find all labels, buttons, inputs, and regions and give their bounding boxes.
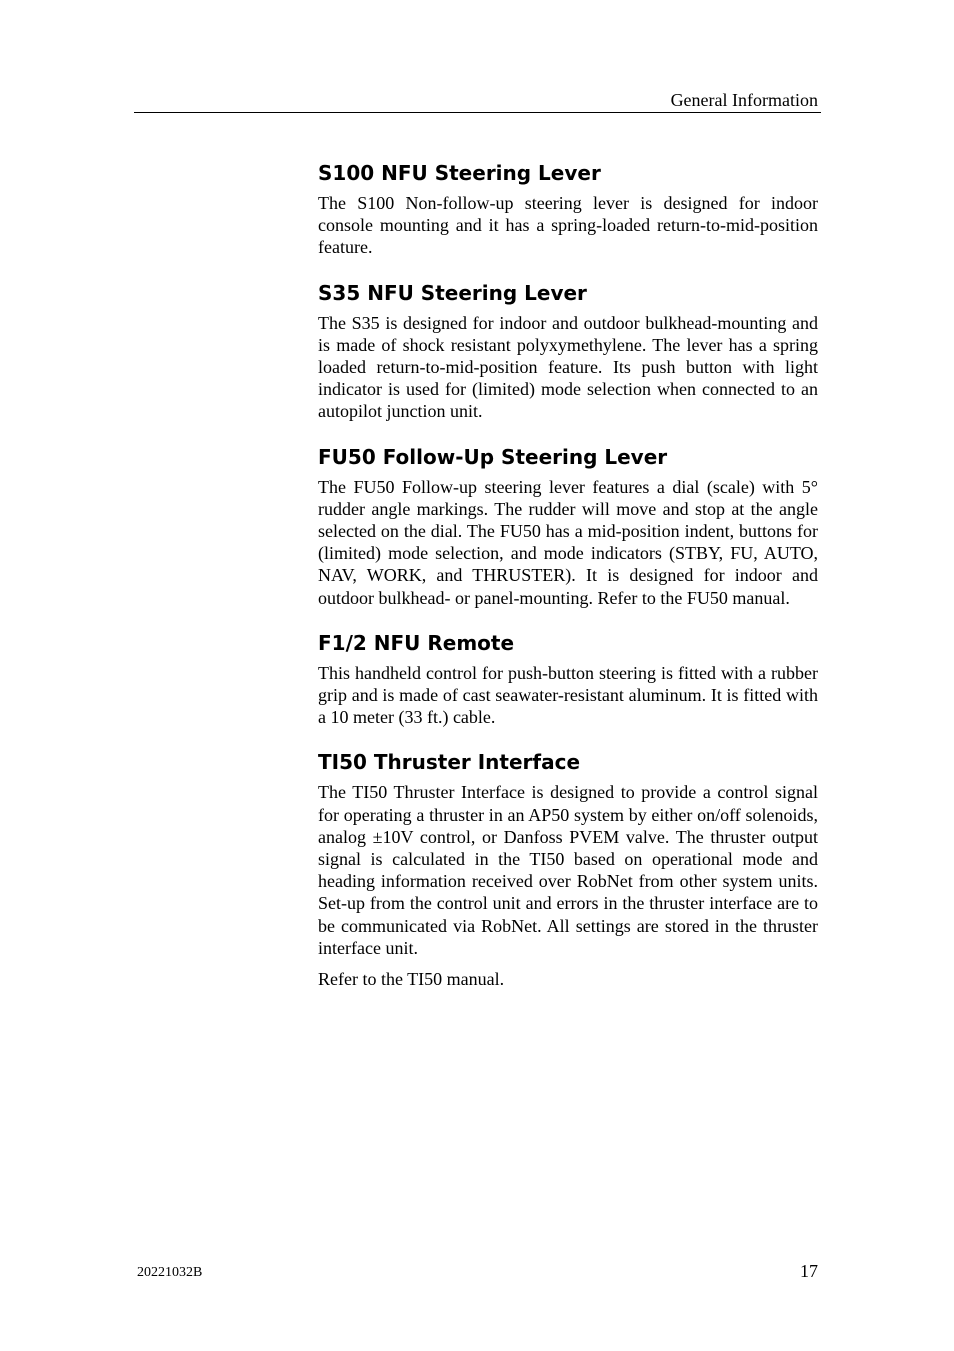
section-s35 bbox=[318, 279, 818, 423]
section-paragraph: Refer to the TI50 manual. bbox=[318, 969, 505, 990]
section-paragraph: The TI50 Thruster Interface is designed to provide a control signal for operating a thruster in an AP50 system by either on/off solenoids, analog ±10V control, or Danfoss PVEM valve. The thruster output signal is calculated in the TI50 based on operational mode and heading information received over RobNet from other system units. Set-up from the control unit and errors in the thruster interface are to be communicated via RobNet. All settings are stored in the thruster interface unit. bbox=[318, 782, 818, 958]
section-ti50 bbox=[318, 748, 818, 990]
running-header: General Information bbox=[670, 90, 818, 110]
section-s100 bbox=[318, 159, 818, 259]
section-heading: S35 NFU Steering Lever bbox=[318, 280, 587, 305]
section-heading: F1/2 NFU Remote bbox=[318, 630, 515, 655]
document-number: 20221032B bbox=[137, 1265, 203, 1280]
section-heading: S100 NFU Steering Lever bbox=[318, 161, 601, 185]
section-heading: FU50 Follow-Up Steering Lever bbox=[318, 444, 668, 469]
section-paragraph: The S100 Non-follow-up steering lever is designed for indoor console mounting and it has a spring-loaded return-to-mid-position feature. bbox=[318, 193, 818, 258]
main-content bbox=[318, 159, 818, 1010]
section-f12 bbox=[318, 629, 818, 729]
page-number: 17 bbox=[800, 1261, 818, 1281]
section-heading: TI50 Thruster Interface bbox=[318, 750, 581, 775]
section-paragraph: This handheld control for push-button steering is fitted with a rubber grip and is made of cast seawater-resistant aluminum. It is fitted with a 10 meter (33 ft.) cable. bbox=[318, 662, 818, 728]
section-paragraph: The S35 is designed for indoor and outdoor bulkhead-mounting and is made of shock resistant polyxymethylene. The lever has a spring loaded return-to-mid-position feature. Its push button with light indicator is used for (limited) mode selection when connected to an autopilot junction unit. bbox=[318, 312, 818, 422]
section-fu50 bbox=[318, 443, 818, 609]
header-rule bbox=[134, 112, 821, 113]
section-paragraph: The FU50 Follow-up steering lever features a dial (scale) with 5° rudder angle markings. The rudder will move and stop at the angle selected on the dial. The FU50 has a mid-position indent, buttons for (limited) mode selection, and mode indicators (STBY, FU, AUTO, NAV, WORK, and THRUSTER). It is designed for indoor and outdoor bulkhead- or panel-mounting. Refer to the FU50 manual. bbox=[318, 476, 818, 608]
